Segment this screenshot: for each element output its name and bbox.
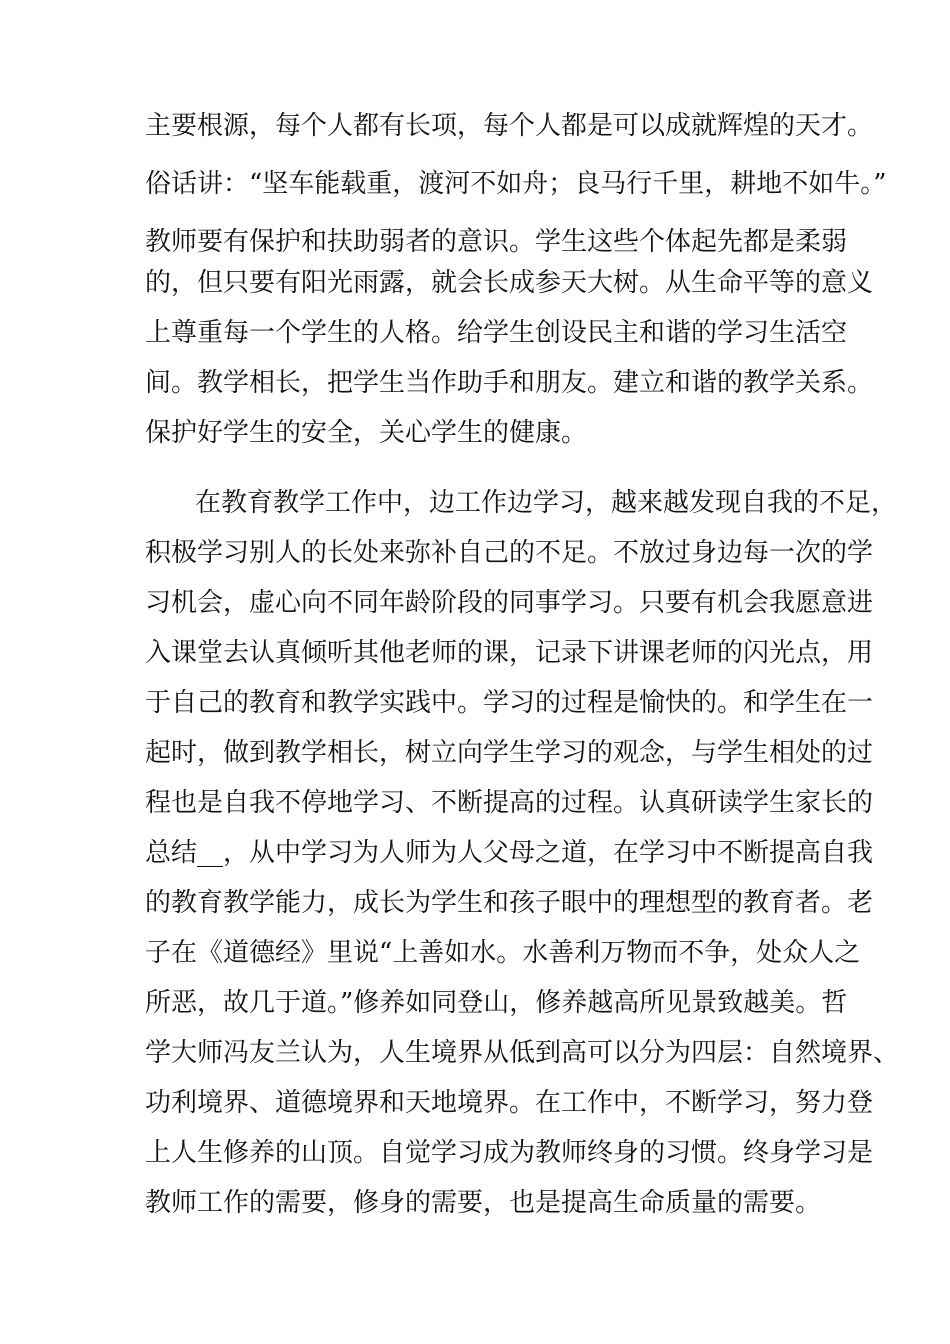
text-line: 学大师冯友兰认为，人生境界从低到高可以分为四层：自然境界、 <box>145 1038 900 1068</box>
text-line: 教师要有保护和扶助弱者的意识。学生这些个体起先都是柔弱 <box>145 227 848 257</box>
text-line: 主要根源，每个人都有长项，每个人都是可以成就辉煌的天才。 <box>145 111 874 141</box>
text-line: 习机会，虚心向不同年龄阶段的同事学习。只要有机会我愿意进 <box>145 588 874 618</box>
text-line: 于自己的教育和教学实践中。学习的过程是愉快的。和学生在一 <box>145 688 874 718</box>
text-line: 程也是自我不停地学习、不断提高的过程。认真研读学生家长的 <box>145 788 874 818</box>
text-line: 上尊重每一个学生的人格。给学生创设民主和谐的学习生活空 <box>145 318 848 348</box>
text-line: 入课堂去认真倾听其他老师的课，记录下讲课老师的闪光点，用 <box>145 638 874 668</box>
text-line: 在教育教学工作中，边工作边学习，越来越发现自我的不足， <box>195 488 898 518</box>
text-line: 保护好学生的安全，关心学生的健康。 <box>145 418 588 448</box>
text-line: 间。教学相长，把学生当作助手和朋友。建立和谐的教学关系。 <box>145 368 874 398</box>
text-line: 子在《道德经》里说“上善如水。水善利万物而不争，处众人之 <box>145 938 861 968</box>
text-line: 积极学习别人的长处来弥补自己的不足。不放过身边每一次的学 <box>145 538 874 568</box>
text-line: 功利境界、道德境界和天地境界。在工作中，不断学习，努力登 <box>145 1088 874 1118</box>
text-line: 起时，做到教学相长，树立向学生学习的观念，与学生相处的过 <box>145 738 874 768</box>
text-line: 的教育教学能力，成长为学生和孩子眼中的理想型的教育者。老 <box>145 888 874 918</box>
text-line: 上人生修养的山顶。自觉学习成为教师终身的习惯。终身学习是 <box>145 1138 874 1168</box>
text-line: 教师工作的需要，修身的需要，也是提高生命质量的需要。 <box>145 1188 822 1218</box>
text-line: 总结__，从中学习为人师为人父母之道，在学习中不断提高自我 <box>145 838 874 868</box>
text-line: 的，但只要有阳光雨露，就会长成参天大树。从生命平等的意义 <box>145 268 874 298</box>
text-line: 所恶，故几于道。”修养如同登山，修养越高所见景致越美。哲 <box>145 988 848 1018</box>
text-line: 俗话讲：“坚车能载重，渡河不如舟；良马行千里，耕地不如牛。” <box>145 169 887 199</box>
